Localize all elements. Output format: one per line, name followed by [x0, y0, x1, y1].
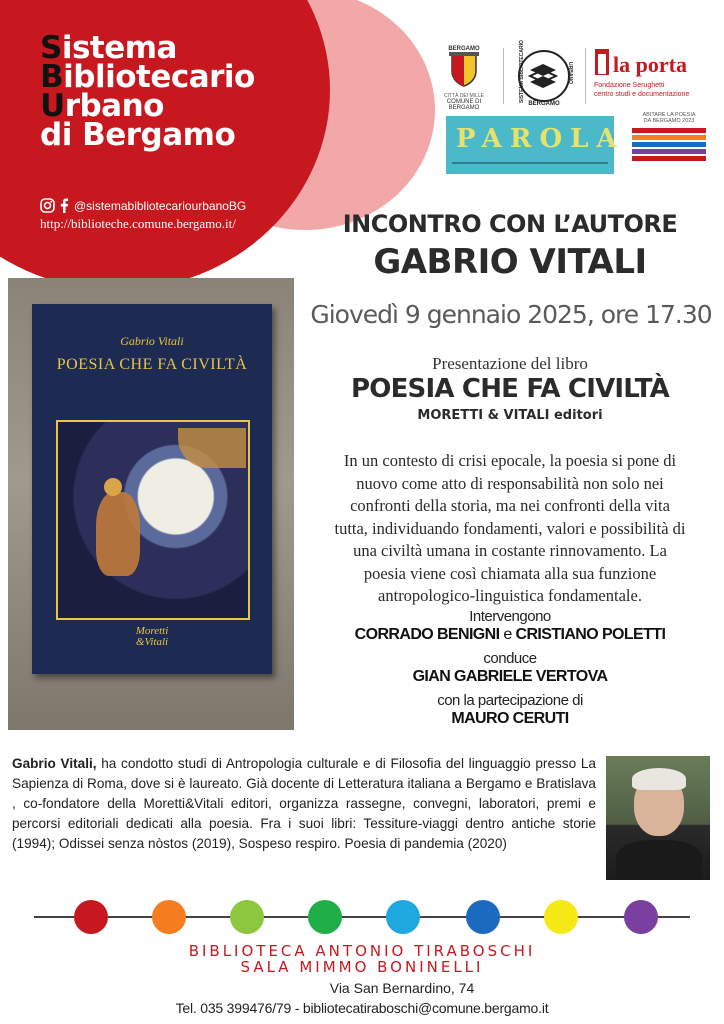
- book-photo: [8, 278, 294, 730]
- brand-initial: U: [40, 88, 65, 124]
- book-cover: [32, 304, 272, 674]
- book-title: POESIA CHE FA CIVILTÀ: [351, 374, 669, 404]
- author-name: GABRIO VITALI: [373, 242, 647, 282]
- brand-title: [40, 30, 255, 153]
- sbu-right-text: URBANO: [567, 62, 573, 84]
- cover-publisher-line2: &Vitali: [135, 636, 169, 648]
- logo-divider: [503, 48, 504, 104]
- brand-rest: di Bergamo: [40, 117, 236, 153]
- author-bio: [12, 754, 596, 854]
- angel-figure: [96, 492, 140, 576]
- parola-rule: [452, 162, 608, 164]
- description-line: In un contesto di crisi epocale, la poesia si pone di: [343, 451, 677, 470]
- event-label: INCONTRO CON L’AUTORE: [342, 210, 678, 238]
- brand-rest: rbano: [64, 88, 164, 124]
- description-line: antropologico-linguistica fondamentale.: [378, 586, 642, 605]
- author-photo: [606, 756, 710, 880]
- cover-publisher-line1: Moretti: [135, 625, 169, 637]
- door-icon: [594, 48, 610, 76]
- comune-bottom-text: COMUNE DI BERGAMO: [446, 99, 482, 111]
- angel-halo: [104, 478, 122, 496]
- color-dot: [230, 900, 264, 934]
- comune-motto-text: CITTÀ DEI MILLE: [443, 93, 484, 99]
- venue-room: SALA MIMMO BONINELLI: [240, 958, 484, 976]
- abitare-la-poesia-logo: [630, 112, 708, 176]
- speaker-2: CRISTIANO POLETTI: [515, 626, 666, 643]
- color-dot: [308, 900, 342, 934]
- description-line: confronti della storia, ma nei confronti della vita: [350, 496, 670, 515]
- venue-name: BIBLIOTECA ANTONIO TIRABOSCHI: [188, 942, 536, 960]
- color-dot: [386, 900, 420, 934]
- stripe: [632, 135, 706, 140]
- color-dot: [624, 900, 658, 934]
- author-shirt: [616, 840, 702, 880]
- color-dot: [466, 900, 500, 934]
- interventions-label: Intervengono: [469, 608, 551, 625]
- instagram-icon[interactable]: [40, 198, 55, 213]
- speakers-join: e: [503, 626, 512, 643]
- stripe: [632, 128, 706, 133]
- abitare-line1: ABITARE LA POESIA: [642, 112, 696, 118]
- la-porta-sub2: centro studi e documentazione: [594, 91, 690, 98]
- comune-top-text: BERGAMO: [448, 46, 480, 52]
- logo-divider: [585, 48, 586, 104]
- participant-name: MAURO CERUTI: [451, 710, 569, 727]
- social-handle[interactable]: @sistemabibliotecariourbanoBG: [74, 198, 247, 213]
- parola-logo: [446, 116, 625, 174]
- description-line: nuovo come atto di responsabilità non solo nei: [356, 473, 664, 493]
- moderator-name: GIAN GABRIELE VERTOVA: [412, 668, 608, 685]
- brand-rest: ibliotecario: [63, 59, 255, 95]
- brand-initial: S: [40, 30, 62, 66]
- participation-label: con la partecipazione di: [437, 692, 583, 709]
- sbu-bottom-text: BERGAMO: [528, 101, 560, 107]
- abitare-line2: DA BERGAMO 2023: [643, 118, 695, 124]
- description-line: una civiltà umana in costante rinnovamento. La: [353, 541, 667, 560]
- website-link[interactable]: http://biblioteche.comune.bergamo.it/: [40, 216, 236, 231]
- bio-text: ha condotto studi di Antropologia culturale e di Filosofia del linguaggio presso La Sapienza di Roma, dove si è laureato. Già docente di Letteratura italiana a Bergamo e Bratislava , co-fondatore della Moretti&Vitali editori, organizza rassegne, convegni, laboratori, premi e percorsi editoriali dedicati alla poesia. Fra i suoi libri: Tessiture-viaggi dentro antiche storie (1994); Odissei senza nòstos (2019), Sospeso respiro. Poesia di pandemia (2020): [12, 756, 596, 851]
- speakers-line: [300, 626, 720, 644]
- color-dot: [152, 900, 186, 934]
- sbu-left-text: SISTEMA BIBLIOTECARIO: [519, 40, 525, 103]
- description-line: poesia viene così chiamata alla sua funzione: [363, 563, 657, 583]
- la-porta-logo: [594, 48, 704, 106]
- social-row: [40, 198, 246, 213]
- brand-line-4: [40, 117, 255, 153]
- gold-ornament: [178, 428, 246, 468]
- color-dot: [544, 900, 578, 934]
- color-dot: [74, 900, 108, 934]
- venue-contact[interactable]: Tel. 035 399476/79 - bibliotecatiraboschi@comune.bergamo.it: [175, 1000, 549, 1016]
- event-date: Giovedì 9 gennaio 2025, ore 17.30: [310, 300, 712, 329]
- bio-name: Gabrio Vitali,: [12, 756, 97, 771]
- cover-artwork: [56, 420, 250, 620]
- author-hair: [632, 768, 686, 790]
- parola-text: PAROLA: [456, 124, 625, 154]
- stripe: [632, 142, 706, 147]
- speaker-1: CORRADO BENIGNI: [354, 626, 500, 643]
- dots-line: [34, 916, 690, 918]
- cover-title: POESIA CHE FA CIVILTÀ: [56, 356, 248, 373]
- description-line: tutta, individuando fondamenti, valori e possibilità di: [334, 518, 686, 538]
- publisher: MORETTI & VITALI editori: [417, 408, 603, 423]
- book-description: [305, 450, 715, 608]
- moderator-label: conduce: [483, 650, 537, 667]
- brand-rest: istema: [61, 30, 177, 66]
- stripe: [632, 149, 706, 154]
- brand-initial: B: [40, 59, 64, 95]
- cover-author: Gabrio Vitali: [120, 334, 184, 348]
- stripe: [632, 156, 706, 161]
- venue-address: Via San Bernardino, 74: [329, 980, 475, 996]
- cover-publisher: [32, 626, 272, 648]
- sbu-logo: [514, 40, 582, 110]
- la-porta-sub1: Fondazione Serughetti: [594, 82, 665, 89]
- crest-icon: [447, 52, 481, 88]
- open-book-icon: [528, 60, 558, 90]
- la-porta-name: la porta: [613, 52, 687, 77]
- facebook-icon[interactable]: [59, 198, 69, 213]
- presentation-label: Presentazione del libro: [432, 354, 588, 373]
- comune-bergamo-logo: [434, 46, 494, 111]
